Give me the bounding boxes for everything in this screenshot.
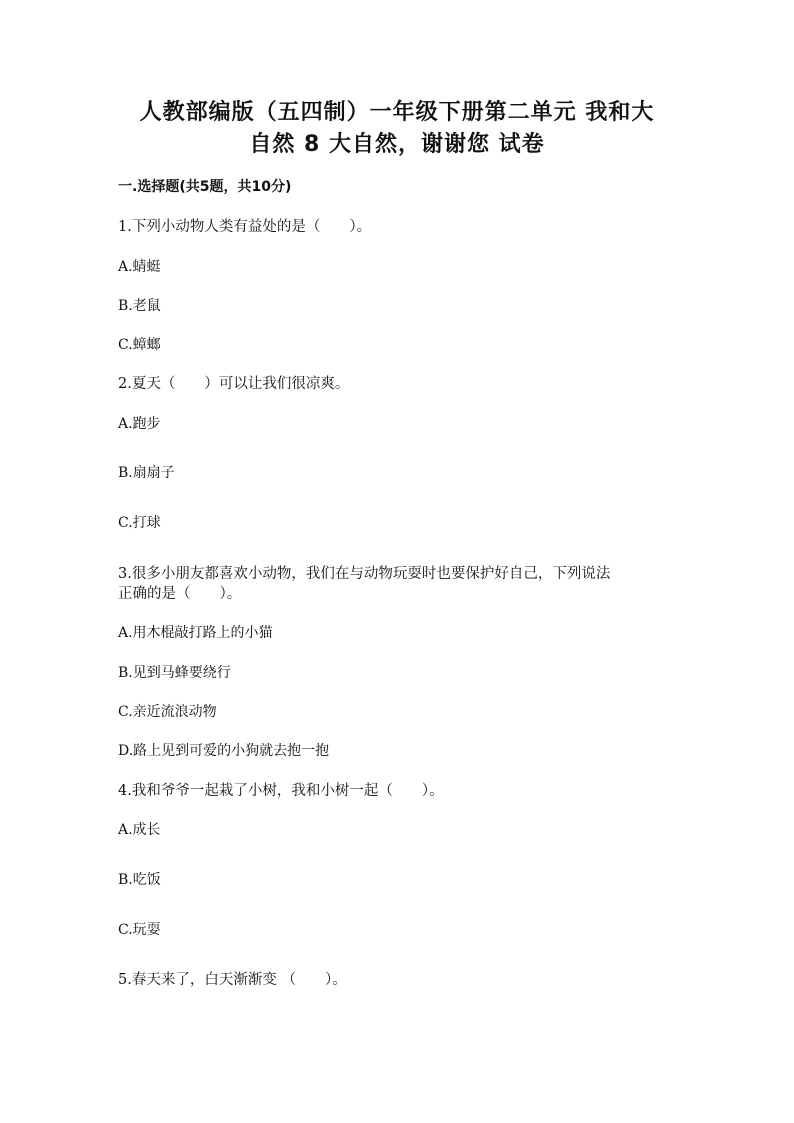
- question-5-stem: 5.春天来了，白天渐渐变 （ ）。: [118, 972, 347, 988]
- question-3-stem-line-2: 正确的是（ ）。: [118, 586, 242, 602]
- section-heading: 一.选择题(共5题，共10分): [118, 179, 292, 195]
- question-1-option-b: B.老鼠: [118, 298, 161, 314]
- question-2-option-c: C.打球: [118, 515, 161, 531]
- question-2-option-b: B.扇扇子: [118, 465, 175, 481]
- question-2-option-a: A.跑步: [118, 416, 161, 432]
- question-1-option-a: A.蜻蜓: [118, 259, 161, 275]
- question-4-option-c: C.玩耍: [118, 922, 161, 938]
- question-3-option-d: D.路上见到可爱的小狗就去抱一抱: [118, 743, 330, 759]
- question-3-stem-line-1: 3.很多小朋友都喜欢小动物，我们在与动物玩耍时也要保护好自己，下列说法: [118, 566, 611, 582]
- page-title-line-1: 人教部编版（五四制）一年级下册第二单元 我和大: [139, 100, 655, 125]
- question-1-stem: 1.下列小动物人类有益处的是（ ）。: [118, 219, 372, 235]
- question-4-option-b: B.吃饭: [118, 872, 161, 888]
- question-3-option-c: C.亲近流浪动物: [118, 704, 217, 720]
- question-4-stem: 4.我和爷爷一起栽了小树，我和小树一起（ ）。: [118, 783, 444, 799]
- page-title-line-2: 自然 8 大自然，谢谢您 试卷: [249, 132, 545, 157]
- question-3-option-a: A.用木棍敲打路上的小猫: [118, 625, 273, 641]
- question-3-option-b: B.见到马蜂要绕行: [118, 665, 231, 681]
- question-4-option-a: A.成长: [118, 822, 161, 838]
- question-1-option-c: C.蟑螂: [118, 337, 161, 353]
- question-2-stem: 2.夏天（ ）可以让我们很凉爽。: [118, 376, 350, 392]
